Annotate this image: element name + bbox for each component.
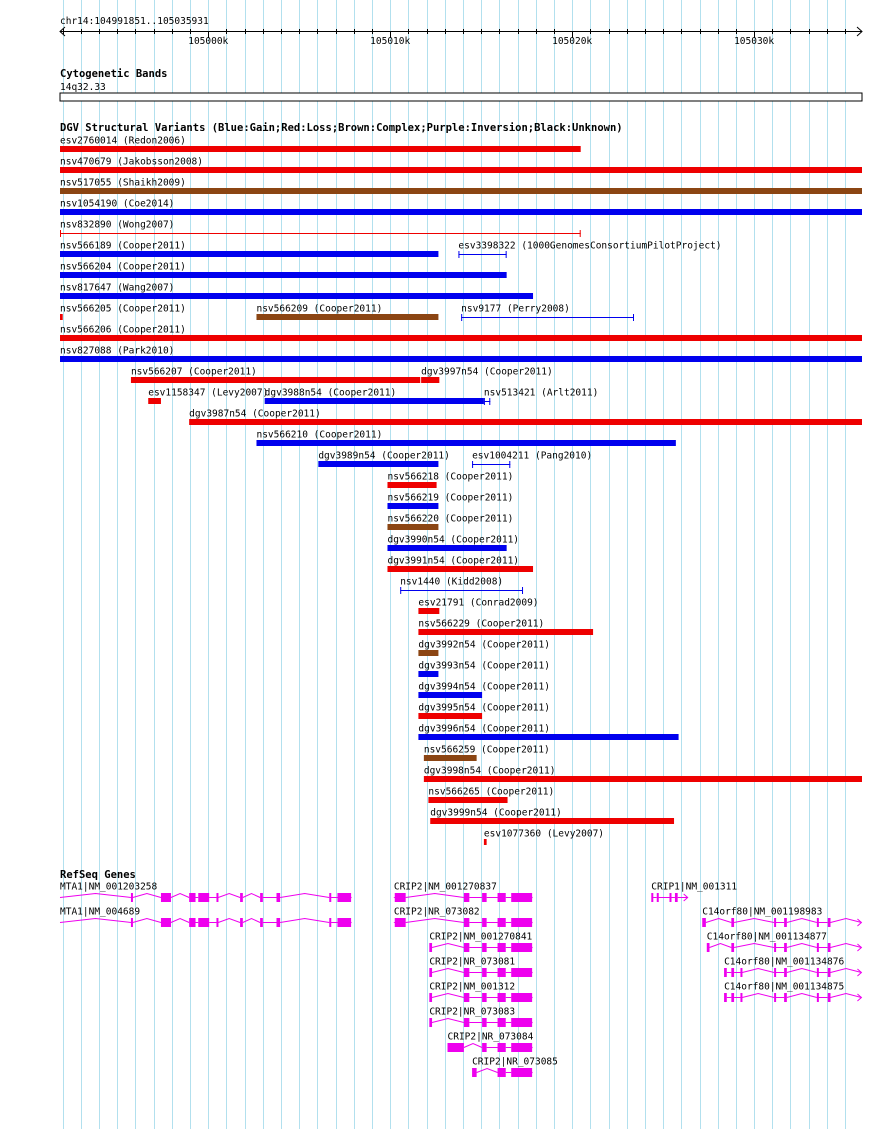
sv-label: nsv827088 (Park2010) bbox=[60, 345, 175, 357]
sv-label: nsv566218 (Cooper2011) bbox=[387, 471, 514, 483]
sv-label: nsv566219 (Cooper2011) bbox=[387, 492, 514, 504]
sv-label: nsv566204 (Cooper2011) bbox=[60, 261, 186, 273]
gene-exon[interactable] bbox=[131, 918, 133, 927]
gene-intron bbox=[133, 919, 161, 923]
sv-feature-bar[interactable] bbox=[131, 377, 420, 383]
ruler-ticks bbox=[60, 27, 862, 47]
sv-label: dgv3989n54 (Cooper2011) bbox=[318, 450, 450, 462]
sv-label: nsv1440 (Kidd2008) bbox=[400, 576, 504, 588]
sv-label: dgv3996n54 (Cooper2011) bbox=[418, 723, 550, 735]
gene-intron bbox=[787, 944, 817, 948]
sv-label: dgv3993n54 (Cooper2011) bbox=[418, 660, 550, 672]
gene-exon[interactable] bbox=[161, 893, 171, 902]
gene-exon[interactable] bbox=[189, 918, 195, 927]
ruler-tick-label: 105010k bbox=[370, 36, 411, 47]
gene-intron bbox=[171, 894, 189, 898]
sv-feature-bar[interactable] bbox=[418, 671, 438, 677]
sv-feature-bar[interactable] bbox=[189, 419, 862, 425]
gene-exon[interactable] bbox=[784, 943, 787, 952]
gene-exon[interactable] bbox=[724, 993, 727, 1002]
gene-exon[interactable] bbox=[240, 918, 243, 927]
gene-exon[interactable] bbox=[464, 918, 469, 927]
sv-label: esv21791 (Conrad2009) bbox=[418, 597, 539, 609]
gene-intron bbox=[60, 919, 131, 923]
gene-intron bbox=[432, 1019, 464, 1023]
gene-exon[interactable] bbox=[774, 918, 776, 927]
gene-exon[interactable] bbox=[216, 918, 218, 927]
sv-feature-bar[interactable] bbox=[418, 692, 482, 698]
gene-exon[interactable] bbox=[731, 968, 734, 977]
gene-exon[interactable] bbox=[774, 968, 776, 977]
sv-label: nsv1054190 (Coe2014) bbox=[60, 198, 175, 210]
sv-feature-bar[interactable] bbox=[60, 356, 862, 362]
sv-feature-bar[interactable] bbox=[148, 398, 161, 404]
sv-label: nsv566265 (Cooper2011) bbox=[428, 786, 555, 798]
sv-label: nsv566207 (Cooper2011) bbox=[130, 366, 257, 378]
gene-exon[interactable] bbox=[817, 968, 819, 977]
gene-intron bbox=[171, 919, 189, 923]
gene-exon[interactable] bbox=[429, 993, 432, 1002]
gene-intron bbox=[218, 894, 240, 898]
ruler-tick-label: 105030k bbox=[734, 36, 775, 47]
sv-feature-bar[interactable] bbox=[418, 734, 678, 740]
gene-exon[interactable] bbox=[724, 968, 727, 977]
gene-exon[interactable] bbox=[429, 968, 432, 977]
gene-intron bbox=[432, 994, 464, 998]
cytogenetic-bands-track bbox=[60, 68, 862, 101]
sv-label: dgv3988n54 (Cooper2011) bbox=[264, 387, 397, 399]
gene-intron bbox=[787, 994, 817, 998]
sv-feature-bar[interactable] bbox=[60, 146, 581, 152]
gene-label: CRIP2|NM_001270837 bbox=[393, 881, 497, 893]
gene-intron bbox=[432, 944, 464, 948]
gene-exon[interactable] bbox=[429, 1018, 432, 1027]
sv-feature-bar[interactable] bbox=[60, 293, 533, 299]
cytoband-label: 14q32.33 bbox=[60, 82, 106, 93]
sv-label: dgv3990n54 (Cooper2011) bbox=[387, 534, 520, 546]
sv-feature-bar[interactable] bbox=[387, 566, 533, 572]
gene-exon[interactable] bbox=[828, 918, 831, 927]
sv-label: nsv566189 (Cooper2011) bbox=[60, 240, 186, 252]
gene-exon[interactable] bbox=[731, 993, 734, 1002]
gene-exon[interactable] bbox=[498, 893, 506, 902]
gene-exon[interactable] bbox=[189, 893, 195, 902]
sv-feature-bar[interactable] bbox=[484, 839, 487, 845]
sv-feature-bar[interactable] bbox=[387, 545, 506, 551]
sv-feature-bar[interactable] bbox=[60, 167, 862, 173]
gene-exon[interactable] bbox=[828, 943, 831, 952]
gene-exon[interactable] bbox=[464, 893, 469, 902]
gene-exon[interactable] bbox=[657, 893, 659, 902]
gene-exon[interactable] bbox=[669, 893, 671, 902]
gene-intron bbox=[133, 894, 161, 898]
sv-label: esv3398322 (1000GenomesConsortiumPilotProject) bbox=[458, 240, 722, 252]
gene-exon[interactable] bbox=[817, 943, 819, 952]
gene-intron bbox=[464, 1044, 482, 1048]
gene-intron bbox=[60, 894, 131, 898]
sv-feature-bar[interactable] bbox=[60, 335, 862, 341]
refseq-title: RefSeq Genes bbox=[60, 869, 136, 881]
gene-label: CRIP2|NR_073081 bbox=[429, 956, 516, 968]
gene-exon[interactable] bbox=[482, 1043, 487, 1052]
sv-label: nsv566206 (Cooper2011) bbox=[60, 324, 186, 336]
gene-label: C14orf80|NM_001198983 bbox=[702, 906, 823, 918]
gene-exon[interactable] bbox=[472, 1068, 477, 1077]
refseq-genes bbox=[60, 882, 861, 1078]
gene-intron bbox=[280, 919, 329, 923]
gene-label: C14orf80|NM_001134875 bbox=[724, 981, 845, 993]
sv-feature-bar[interactable] bbox=[418, 629, 593, 635]
dgv-features bbox=[60, 136, 862, 846]
gene-label: CRIP2|NR_073084 bbox=[447, 1031, 534, 1043]
strand-arrow-icon bbox=[857, 969, 861, 976]
gene-exon[interactable] bbox=[498, 1043, 506, 1052]
strand-arrow-icon bbox=[857, 919, 861, 926]
gene-exon[interactable] bbox=[828, 993, 831, 1002]
ruler-track bbox=[60, 16, 862, 47]
sv-feature-bar[interactable] bbox=[421, 377, 439, 383]
dgv-title: DGV Structural Variants (Blue:Gain;Red:Loss;Brown:Complex;Purple:Inversion;Black:Unknown) bbox=[60, 122, 623, 134]
gene-exon[interactable] bbox=[702, 918, 706, 927]
gene-exon[interactable] bbox=[740, 993, 742, 1002]
sv-label: dgv3991n54 (Cooper2011) bbox=[387, 555, 520, 567]
gene-intron bbox=[280, 894, 329, 898]
gene-exon[interactable] bbox=[276, 893, 280, 902]
gene-exon[interactable] bbox=[731, 918, 734, 927]
gene-exon[interactable] bbox=[198, 893, 209, 902]
gene-exon[interactable] bbox=[498, 993, 506, 1002]
strand-arrow-icon bbox=[857, 994, 861, 1001]
gene-exon[interactable] bbox=[395, 893, 406, 902]
gene-intron bbox=[477, 1069, 498, 1073]
gene-intron bbox=[406, 894, 464, 898]
sv-label: nsv513421 (Arlt2011) bbox=[483, 387, 599, 399]
gene-exon[interactable] bbox=[429, 943, 432, 952]
gene-intron bbox=[742, 969, 774, 973]
sv-feature-bar[interactable] bbox=[418, 650, 438, 656]
gene-label: MTA1|NM_001203258 bbox=[60, 881, 158, 893]
gene-label: C14orf80|NM_001134876 bbox=[724, 956, 845, 968]
gene-exon[interactable] bbox=[651, 893, 653, 902]
location-label: chr14:104991851..105035931 bbox=[60, 16, 209, 27]
gene-exon[interactable] bbox=[337, 918, 351, 927]
gene-exon[interactable] bbox=[675, 893, 678, 902]
sv-feature-bar[interactable] bbox=[418, 608, 439, 614]
sv-feature-bar[interactable] bbox=[418, 713, 482, 719]
gene-label: CRIP1|NM_001311 bbox=[651, 881, 738, 893]
sv-label: dgv3992n54 (Cooper2011) bbox=[418, 639, 550, 651]
gene-exon[interactable] bbox=[482, 918, 487, 927]
gene-exon[interactable] bbox=[198, 918, 209, 927]
gene-exon[interactable] bbox=[774, 943, 776, 952]
sv-label: dgv3994n54 (Cooper2011) bbox=[418, 681, 550, 693]
sv-feature-bar[interactable] bbox=[387, 524, 438, 530]
sv-feature-bar[interactable] bbox=[430, 818, 674, 824]
sv-label: dgv3997n54 (Cooper2011) bbox=[421, 366, 553, 378]
sv-feature-bar[interactable] bbox=[424, 776, 862, 782]
strand-arrow-icon bbox=[857, 944, 861, 951]
gene-exon[interactable] bbox=[329, 918, 331, 927]
gene-exon[interactable] bbox=[707, 943, 710, 952]
sv-label: nsv817647 (Wang2007) bbox=[60, 282, 175, 294]
gene-exon[interactable] bbox=[817, 918, 819, 927]
gene-exon[interactable] bbox=[131, 893, 133, 902]
gene-exon[interactable] bbox=[216, 893, 218, 902]
gene-exon[interactable] bbox=[240, 893, 243, 902]
gene-label: CRIP2|NR_073083 bbox=[429, 1006, 516, 1018]
gene-exon[interactable] bbox=[329, 893, 331, 902]
refseq-track bbox=[60, 869, 861, 1077]
sv-label: nsv470679 (Jakobsson2008) bbox=[60, 156, 203, 168]
gene-exon[interactable] bbox=[498, 918, 506, 927]
sv-feature-bar[interactable] bbox=[60, 209, 862, 215]
gene-exon[interactable] bbox=[740, 968, 742, 977]
sv-feature-bar[interactable] bbox=[428, 797, 507, 803]
gene-exon[interactable] bbox=[498, 968, 506, 977]
sv-feature-bar[interactable] bbox=[256, 314, 438, 320]
gene-exon[interactable] bbox=[464, 993, 469, 1002]
sv-label: nsv566229 (Cooper2011) bbox=[418, 618, 545, 630]
sv-label: esv1077360 (Levy2007) bbox=[483, 828, 605, 840]
gene-exon[interactable] bbox=[784, 968, 787, 977]
gene-exon[interactable] bbox=[498, 1018, 506, 1027]
gene-intron bbox=[787, 969, 817, 973]
sv-label: dgv3995n54 (Cooper2011) bbox=[418, 702, 550, 714]
gene-label: CRIP2|NM_001312 bbox=[429, 981, 516, 993]
gene-intron bbox=[787, 919, 817, 923]
sv-label: esv1004211 (Pang2010) bbox=[472, 450, 593, 462]
gene-exon[interactable] bbox=[482, 993, 487, 1002]
sv-feature-bar[interactable] bbox=[387, 482, 436, 488]
sv-label: nsv566259 (Cooper2011) bbox=[423, 744, 550, 756]
sv-feature-bar[interactable] bbox=[424, 755, 477, 761]
gene-intron bbox=[432, 969, 464, 973]
ruler-tick-label: 105020k bbox=[552, 36, 593, 47]
gene-exon[interactable] bbox=[817, 993, 819, 1002]
gene-exon[interactable] bbox=[498, 1068, 506, 1077]
gene-label: CRIP2|NR_073082 bbox=[393, 906, 480, 918]
gene-label: MTA1|NM_004689 bbox=[60, 906, 141, 918]
gene-exon[interactable] bbox=[828, 968, 831, 977]
sv-label: dgv3999n54 (Cooper2011) bbox=[430, 807, 562, 819]
sv-label: nsv566209 (Cooper2011) bbox=[256, 303, 383, 315]
sv-label: nsv9177 (Perry2008) bbox=[461, 303, 570, 315]
gene-exon[interactable] bbox=[260, 918, 263, 927]
gene-intron bbox=[406, 919, 464, 923]
gene-label: CRIP2|NR_073085 bbox=[472, 1056, 558, 1068]
sv-feature-bar[interactable] bbox=[256, 440, 675, 446]
gene-exon[interactable] bbox=[464, 968, 469, 977]
gene-label: C14orf80|NM_001134877 bbox=[706, 931, 827, 943]
sv-label: dgv3998n54 (Cooper2011) bbox=[423, 765, 556, 777]
sv-label: nsv566210 (Cooper2011) bbox=[256, 429, 383, 441]
sv-label: dgv3987n54 (Cooper2011) bbox=[189, 408, 321, 420]
gene-exon[interactable] bbox=[482, 893, 487, 902]
sv-feature-bar[interactable] bbox=[60, 272, 507, 278]
sv-feature-bar[interactable] bbox=[318, 461, 438, 467]
cytoband-bar[interactable] bbox=[60, 93, 862, 101]
dgv-track bbox=[60, 122, 862, 845]
gene-exon[interactable] bbox=[395, 918, 406, 927]
gene-intron bbox=[710, 944, 732, 948]
gene-exon[interactable] bbox=[784, 918, 787, 927]
gene-exon[interactable] bbox=[260, 893, 263, 902]
gene-exon[interactable] bbox=[774, 993, 776, 1002]
sv-label: nsv832890 (Wong2007) bbox=[60, 219, 175, 231]
ruler-tick-label: 105000k bbox=[188, 36, 229, 47]
gene-exon[interactable] bbox=[276, 918, 280, 927]
gene-exon[interactable] bbox=[482, 1018, 487, 1027]
sv-feature-bar[interactable] bbox=[387, 503, 438, 509]
sv-label: esv1158347 (Levy2007) bbox=[148, 387, 269, 399]
cytobands-title: Cytogenetic Bands bbox=[60, 68, 168, 80]
gene-intron bbox=[218, 919, 240, 923]
gene-exon[interactable] bbox=[448, 1043, 464, 1052]
gene-intron bbox=[742, 994, 774, 998]
gene-exon[interactable] bbox=[784, 993, 787, 1002]
sv-label: nsv566205 (Cooper2011) bbox=[60, 303, 186, 315]
sv-label: nsv566220 (Cooper2011) bbox=[387, 513, 514, 525]
gene-exon[interactable] bbox=[161, 918, 171, 927]
sv-label: nsv517055 (Shaikh2009) bbox=[60, 177, 186, 189]
gene-exon[interactable] bbox=[482, 943, 487, 952]
sv-feature-bar[interactable] bbox=[60, 188, 862, 194]
gene-exon[interactable] bbox=[498, 943, 506, 952]
gene-exon[interactable] bbox=[731, 943, 734, 952]
gene-exon[interactable] bbox=[464, 1018, 469, 1027]
sv-label: esv2760014 (Redon2006) bbox=[60, 135, 186, 147]
sv-feature-bar[interactable] bbox=[265, 398, 484, 404]
sv-feature-bar[interactable] bbox=[60, 251, 438, 257]
sv-feature-bar[interactable] bbox=[60, 314, 63, 320]
gene-exon[interactable] bbox=[482, 968, 487, 977]
gene-label: CRIP2|NM_001270841 bbox=[429, 931, 533, 943]
gene-exon[interactable] bbox=[337, 893, 351, 902]
gene-exon[interactable] bbox=[464, 943, 469, 952]
